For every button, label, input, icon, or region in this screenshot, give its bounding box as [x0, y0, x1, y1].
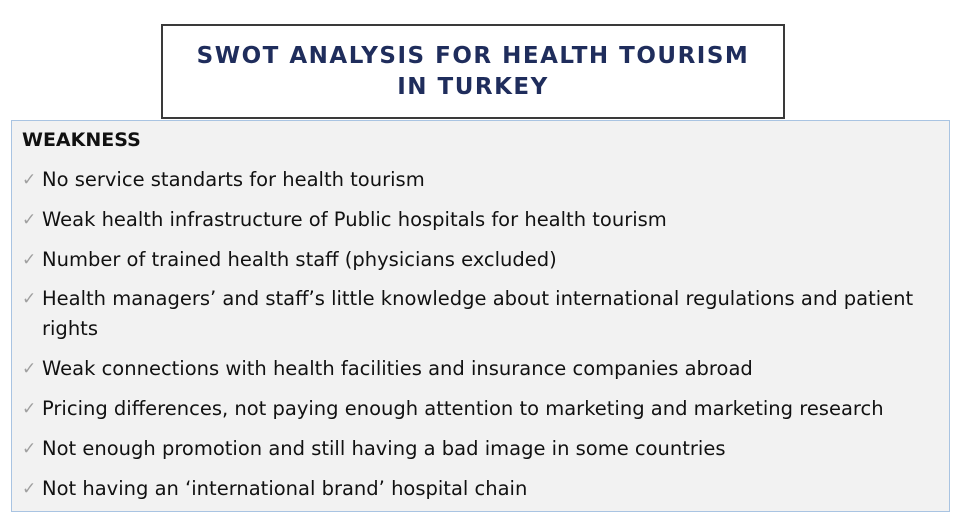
list-item — [22, 284, 942, 344]
list-item-text: Health managers’ and staff’s little knowledge about international regulations and patient rights — [42, 287, 914, 341]
list-item-text: Not having an ‘international brand’ hospital chain — [42, 476, 528, 500]
list-item-text: Weak connections with health facilities and insurance companies abroad — [42, 357, 753, 381]
list-item-text: Not enough promotion and still having a bad image in some countries — [42, 436, 726, 460]
list-item-text: No service standarts for health tourism — [42, 168, 425, 191]
check-icon: ✓ — [22, 398, 37, 419]
list-item — [22, 205, 942, 235]
check-icon: ✓ — [22, 438, 37, 459]
list-item — [22, 354, 942, 384]
check-icon: ✓ — [22, 478, 37, 499]
section-heading: WEAKNESS — [22, 129, 141, 151]
list-item — [22, 434, 942, 464]
weakness-list — [22, 165, 942, 513]
list-item — [22, 474, 942, 504]
list-item-text: Pricing differences, not paying enough attention to marketing and marketing research — [42, 396, 884, 420]
check-icon: ✓ — [22, 289, 37, 310]
list-item-text: Weak health infrastructure of Public hospitals for health tourism — [42, 207, 667, 231]
check-icon: ✓ — [22, 249, 37, 270]
list-item — [22, 245, 942, 275]
list-item — [22, 394, 942, 424]
list-item-text: Number of trained health staff (physicians excluded) — [42, 247, 557, 271]
list-item — [22, 165, 942, 195]
slide-title: SWOT ANALYSIS FOR HEALTH TOURISM IN TURKEY — [196, 42, 750, 100]
check-icon: ✓ — [22, 359, 37, 380]
title-box — [161, 24, 785, 119]
check-icon: ✓ — [22, 209, 37, 230]
weakness-panel — [11, 120, 950, 512]
check-icon: ✓ — [22, 170, 37, 190]
